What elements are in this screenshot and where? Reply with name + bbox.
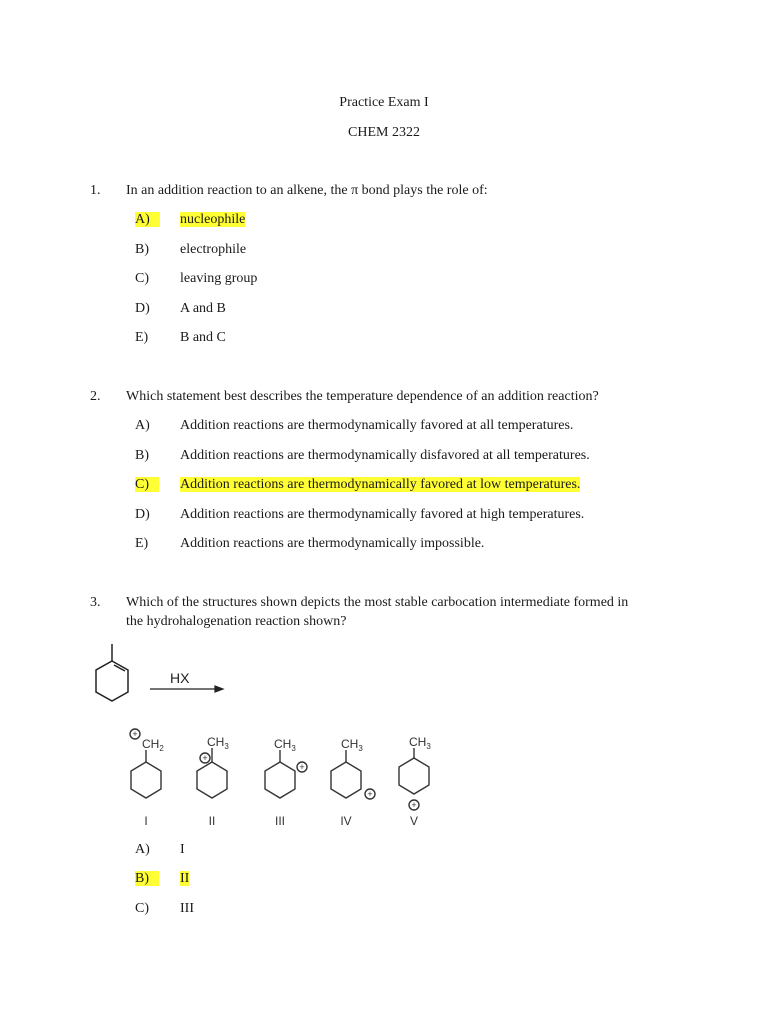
substituent-iii: $CH_3$ [274,737,296,753]
charge-iii: + [299,762,305,772]
question-1-text: In an addition reaction to an alkene, the π bond plays the role of: [126,183,488,198]
structure-label-ii: II [208,814,216,828]
q1-option-d-letter: D) [135,301,150,316]
q1-option-d-text: A and B [180,301,226,316]
q2-option-a-letter: A) [135,418,150,433]
structure-label-iv: IV [340,814,352,828]
q1-option-c-letter: C) [135,271,149,286]
q3-option-b-letter: B) [135,870,159,888]
q1-option-a-letter: A) [135,211,160,229]
question-3-text-line1: Which of the structures shown depicts the most stable carbocation intermediate formed in [126,595,629,610]
substituent-ii: $CH_3$ [207,735,229,751]
substituent-i: $CH_2$ [142,737,164,753]
q2-option-e-text: Addition reactions are thermodynamically impossible. [180,536,485,551]
methylcyclohexene-structure [96,644,128,701]
structure-label-v: V [409,814,419,828]
structure-label-iii: III [274,814,286,828]
question-3-number: 3. [90,595,101,610]
q1-option-a-text: nucleophile [180,212,246,227]
q1-option-c-text: leaving group [180,271,258,286]
q3-option-b-text: II [180,871,190,886]
charge-i: + [132,729,138,739]
q2-option-b-text: Addition reactions are thermodynamically disfavored at all temperatures. [180,448,590,463]
structure-label-i: I [144,814,148,828]
q2-option-b-letter: B) [135,448,149,463]
question-3-text-line2: the hydrohalogenation reaction shown? [126,614,347,629]
q1-option-e-letter: E) [135,330,149,345]
reaction-arrow [150,686,223,692]
q1-option-b-letter: B) [135,242,149,257]
q3-option-c-letter: C) [135,901,149,916]
course-code: CHEM 2322 [348,125,420,140]
q2-option-e-letter: E) [135,536,149,551]
q2-option-c-text: Addition reactions are thermodynamically favored at low temperatures. [180,477,581,492]
question-2-text: Which statement best describes the temperature dependence of an addition reaction? [126,389,599,404]
q1-option-e-text: B and C [180,330,226,345]
carbocation-structures [110,722,450,832]
question-1-number: 1. [90,183,101,198]
structure-iii [265,750,307,798]
q2-option-d-letter: D) [135,507,150,522]
q2-option-a-text: Addition reactions are thermodynamically favored at all temperatures. [180,418,574,433]
reagent-label: HX [170,670,190,686]
q3-option-a-text: I [180,842,185,857]
charge-ii: + [202,753,208,763]
charge-iv: + [367,789,373,799]
charge-v: + [411,800,417,810]
substituent-iv: $CH_3$ [341,737,363,753]
q3-option-a-letter: A) [135,842,150,857]
q2-option-c-letter: C) [135,476,159,494]
q2-option-d-text: Addition reactions are thermodynamically favored at high temperatures. [180,507,585,522]
reaction-scheme [80,640,240,720]
q3-option-c-text: III [180,901,194,916]
q1-option-b-text: electrophile [180,242,247,257]
question-2-number: 2. [90,389,101,404]
exam-title: Practice Exam I [339,95,429,110]
substituent-v: $CH_3$ [409,735,431,751]
